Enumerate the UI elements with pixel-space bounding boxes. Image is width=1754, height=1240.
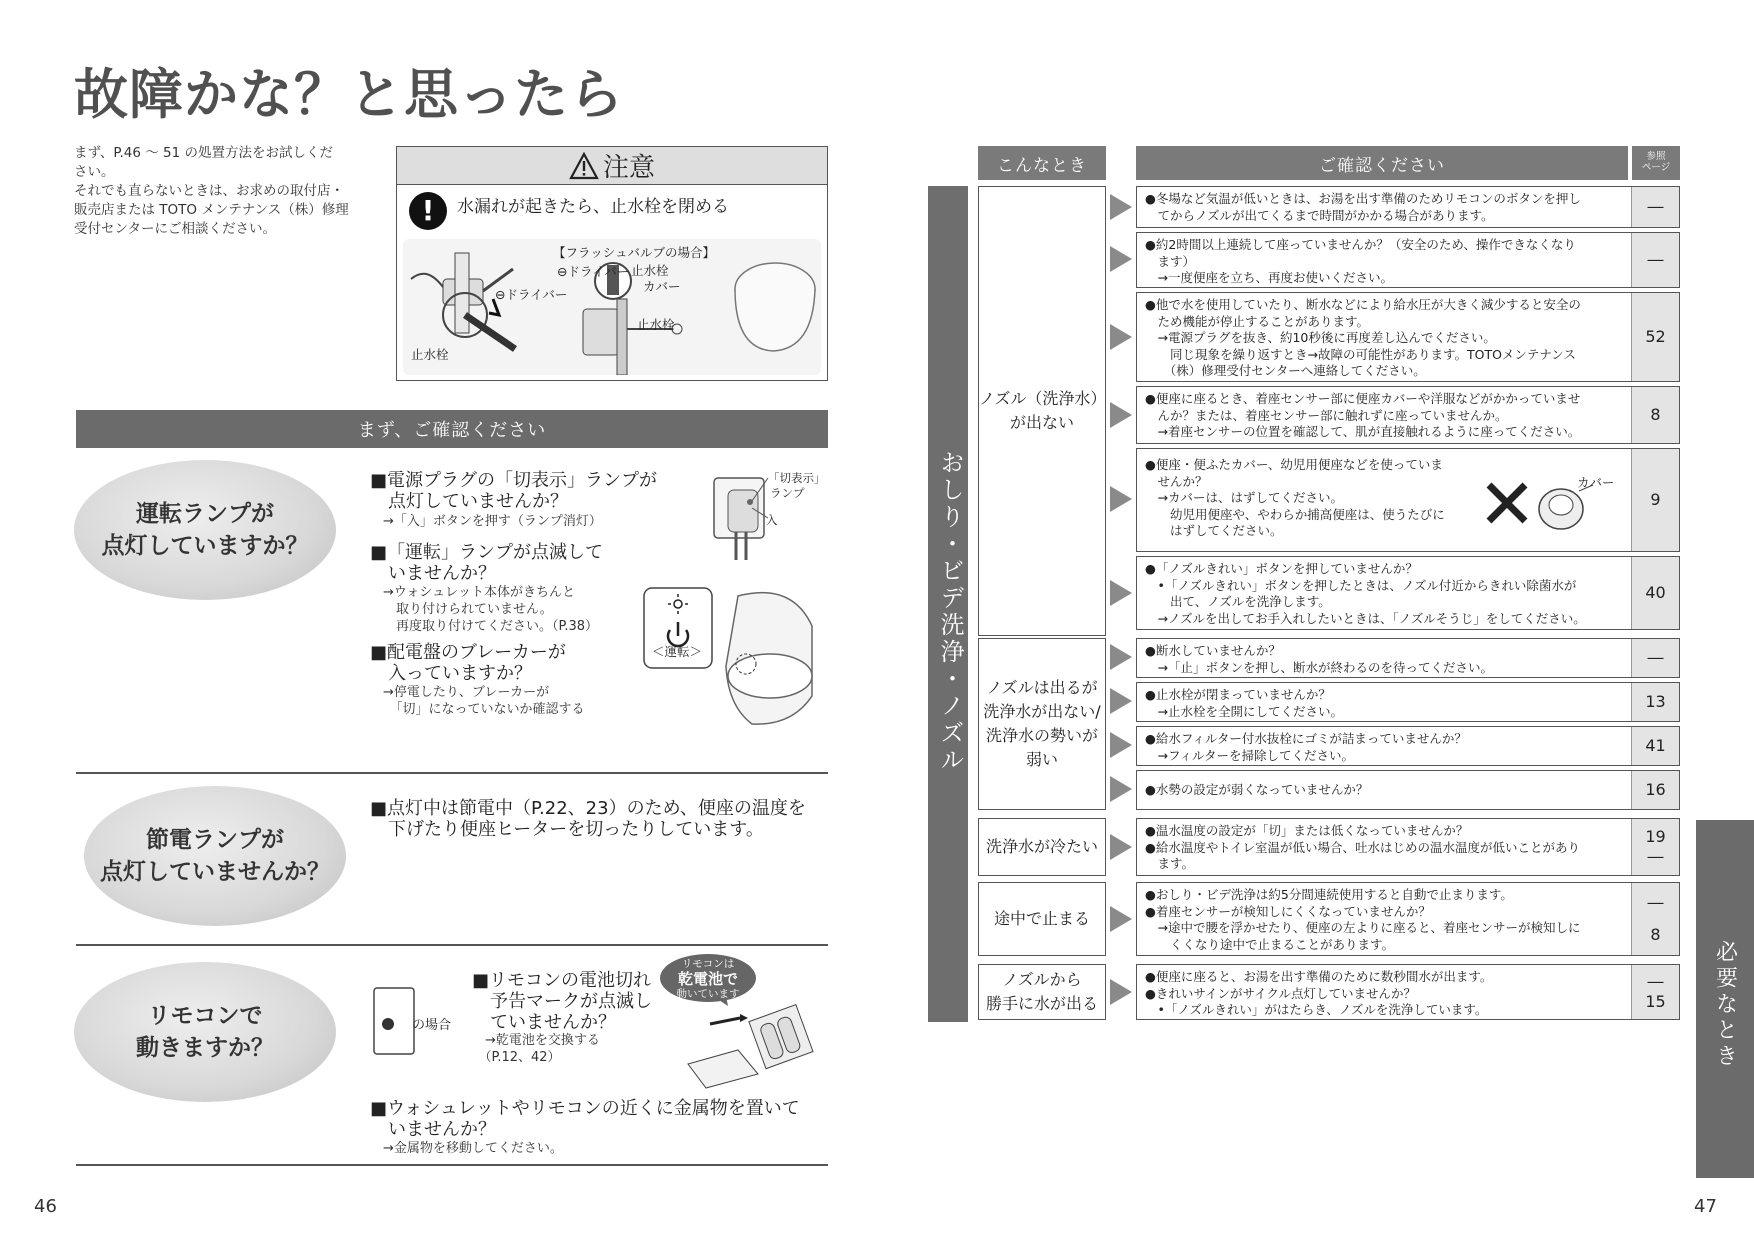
heading-line: ■電源プラグの「切表示」ランプが bbox=[370, 470, 658, 491]
row-line: →電源プラグを抜き、約10秒後に再度差し込んでください。 bbox=[1145, 330, 1496, 345]
row-text bbox=[1145, 237, 1623, 287]
row-text bbox=[1145, 561, 1623, 627]
battery-bubble bbox=[660, 958, 756, 1001]
row-line: んか？または、着座センサー部に触れずに座っていませんか。 bbox=[1145, 407, 1508, 423]
caution-box bbox=[396, 146, 828, 381]
row-line: →カバーは、はずしてください。 bbox=[1145, 490, 1343, 505]
action-line: 取り付けられていません。 bbox=[370, 602, 553, 617]
reference-page bbox=[1631, 387, 1679, 443]
row-line: てからノズルが出てくるまで時間がかかる場合があります。 bbox=[1145, 207, 1494, 223]
bubble-line: 乾電池で bbox=[677, 970, 738, 988]
arrow-icon bbox=[1110, 644, 1132, 670]
check-row bbox=[1136, 818, 1680, 876]
row-line: ●約2時間以上連続して座っていませんか？（安全のため、操作できなくなり bbox=[1145, 237, 1576, 252]
condition-line: 洗浄水が出ない/ bbox=[983, 702, 1101, 721]
row-text bbox=[1145, 887, 1623, 953]
heading-line: いませんか？ bbox=[370, 563, 496, 584]
row-line: はずしてください。 bbox=[1145, 523, 1283, 538]
ref-value: 9 bbox=[1650, 490, 1661, 509]
ref-value: 41 bbox=[1645, 736, 1666, 755]
ref-value: ― bbox=[1647, 972, 1664, 991]
check-item-heading bbox=[370, 1098, 800, 1140]
exclamation-icon: ! bbox=[409, 192, 447, 230]
check-row bbox=[1136, 556, 1680, 630]
stopcock-label: 止水栓 bbox=[411, 347, 449, 362]
battery-illustration bbox=[680, 1004, 830, 1090]
check-row bbox=[1136, 726, 1680, 766]
check-row bbox=[1136, 770, 1680, 810]
check-item-heading bbox=[370, 470, 657, 512]
heading-line: ■リモコンの電池切れ bbox=[472, 970, 652, 991]
check-row bbox=[1136, 964, 1680, 1020]
header-ref bbox=[1632, 146, 1680, 180]
remote-case-label: の場合 bbox=[412, 1018, 452, 1033]
condition-line: 勝手に水が出る bbox=[985, 994, 1098, 1013]
row-line: ●便座に座ると、お湯を出す準備のために数秒間水が出ます。 bbox=[1145, 969, 1493, 984]
page-number-right: 47 bbox=[1694, 1196, 1717, 1217]
action-line: 「切」になっていないか確認する bbox=[370, 702, 585, 717]
action-line: （P.12、42） bbox=[472, 1050, 561, 1065]
row-line: ●便座に座るとき、着座センサー部に便座カバーや洋服などがかかっていませ bbox=[1145, 391, 1581, 406]
row-line: •「ノズルきれい」ボタンを押したときは、ノズル付近からきれい除菌水が bbox=[1145, 577, 1577, 593]
row-line: →「止」ボタンを押し、断水が終わるのを待ってください。 bbox=[1145, 659, 1493, 675]
row-line: ●「ノズルきれい」ボタンを押していませんか？ bbox=[1145, 561, 1418, 576]
reference-page bbox=[1631, 233, 1679, 287]
condition-box bbox=[978, 186, 1106, 636]
heading-line: ■ウォシュレットやリモコンの近くに金属物を置いて bbox=[370, 1098, 800, 1119]
heading-line: いませんか？ bbox=[370, 1119, 496, 1140]
reference-page bbox=[1631, 187, 1679, 227]
ref-value: ― bbox=[1647, 648, 1664, 667]
plug-lamp-label: ランプ bbox=[770, 486, 805, 500]
heading-line: ■配電盤のブレーカーが bbox=[370, 642, 566, 663]
section-band: まず、ご確認ください bbox=[76, 410, 828, 448]
oval-line: 動きますか？ bbox=[136, 1035, 274, 1061]
check-row bbox=[1136, 638, 1680, 678]
check-item-action bbox=[370, 513, 602, 530]
arrow-icon bbox=[1110, 776, 1132, 802]
driver-label: ⊖ドライバー bbox=[495, 287, 568, 302]
row-text bbox=[1145, 643, 1623, 676]
reference-page bbox=[1631, 639, 1679, 677]
intro-text bbox=[74, 144, 382, 239]
ref-value: ― bbox=[1647, 197, 1664, 216]
section-divider bbox=[76, 944, 828, 946]
row-text bbox=[1145, 687, 1623, 720]
row-line: （株）修理受付センターへ連絡してください。 bbox=[1145, 363, 1426, 378]
row-line: →ノズルを出してお手入れしたいときは、「ノズルそうじ」をしてください。 bbox=[1145, 610, 1586, 626]
oval-line: 点灯していませんか？ bbox=[100, 859, 330, 885]
check-row bbox=[1136, 448, 1680, 552]
oval-line: 節電ランプが bbox=[146, 827, 284, 853]
reference-page bbox=[1631, 449, 1679, 551]
heading-line: 下げたり便座ヒーターを切ったりしています。 bbox=[370, 819, 764, 840]
reference-page bbox=[1631, 683, 1679, 721]
heading-line: 入っていますか？ bbox=[370, 663, 532, 684]
valve-illustration bbox=[403, 239, 821, 375]
arrow-icon bbox=[1110, 580, 1132, 606]
row-text bbox=[1145, 297, 1623, 380]
action-line: →「入」ボタンを押す（ランプ消灯） bbox=[370, 514, 602, 529]
action-line: →停電したり、ブレーカーが bbox=[370, 685, 550, 700]
arrow-icon bbox=[1110, 246, 1132, 272]
intro-line: 受付センターにご相談ください。 bbox=[74, 221, 276, 237]
condition-line: ノズルは出るが bbox=[986, 678, 1098, 697]
row-line: 同じ現象を繰り返すとき→故障の可能性があります。TOTOメンテナンス bbox=[1145, 346, 1576, 362]
operation-lamp-label: ＜運転＞ bbox=[652, 644, 703, 659]
row-line: →フィルターを掃除してください。 bbox=[1145, 747, 1354, 763]
header-check: ご確認ください bbox=[1136, 146, 1628, 180]
reference-page bbox=[1631, 883, 1679, 955]
row-text bbox=[1145, 191, 1623, 224]
row-line: 出て、ノズルを洗浄します。 bbox=[1145, 594, 1331, 609]
check-row bbox=[1136, 882, 1680, 956]
arrow-icon bbox=[1110, 732, 1132, 758]
row-text bbox=[1145, 731, 1623, 764]
row-line: くくなり途中で止まることがあります。 bbox=[1145, 936, 1395, 952]
row-line: ●冬場など気温が低いときは、お湯を出す準備のためリモコンのボタンを押し bbox=[1145, 191, 1581, 206]
row-line: ●他で水を使用していたり、断水などにより給水圧が大きく減少すると安全の bbox=[1145, 297, 1581, 312]
check-item-heading bbox=[370, 642, 566, 684]
arrow-icon bbox=[1110, 979, 1132, 1005]
ref-value: 52 bbox=[1645, 327, 1666, 346]
ref-value: ― bbox=[1647, 847, 1664, 866]
cover-label: カバー bbox=[1577, 475, 1615, 490]
page-number-left: 46 bbox=[34, 1196, 57, 1217]
row-line: •「ノズルきれい」がはたらき、ノズルを洗浄しています。 bbox=[1145, 1002, 1488, 1017]
arrow-icon bbox=[1110, 324, 1132, 350]
heading-line: ていませんか？ bbox=[472, 1012, 616, 1033]
remote-illustration bbox=[372, 986, 416, 1056]
cover-label: カバー bbox=[643, 279, 681, 294]
check-row bbox=[1136, 386, 1680, 444]
condition-box bbox=[978, 638, 1106, 810]
ref-value: 16 bbox=[1645, 780, 1666, 799]
question-oval bbox=[84, 786, 346, 926]
warning-icon bbox=[569, 152, 599, 180]
condition-box bbox=[978, 818, 1106, 876]
heading-line: 点灯していませんか？ bbox=[370, 491, 568, 512]
arrow-icon bbox=[1110, 906, 1132, 932]
ref-value: ― bbox=[1647, 250, 1664, 269]
ref-header-line: ページ bbox=[1641, 162, 1671, 173]
check-row bbox=[1136, 682, 1680, 722]
check-item-heading bbox=[370, 798, 806, 840]
check-item-action bbox=[370, 684, 585, 718]
row-line: ●きれいサインがサイクル点灯していませんか？ bbox=[1145, 985, 1417, 1001]
row-line: ●着座センサーが検知しにくくなっていませんか？ bbox=[1145, 903, 1431, 919]
caution-header bbox=[397, 147, 827, 185]
condition-box bbox=[978, 964, 1106, 1020]
check-row bbox=[1136, 292, 1680, 382]
plug-on-label: 入 bbox=[766, 513, 778, 527]
row-line: ●止水栓が閉まっていませんか？ bbox=[1145, 687, 1331, 702]
row-line: ます） bbox=[1145, 253, 1196, 269]
condition-line: 途中で止まる bbox=[993, 909, 1090, 928]
row-line: ●給水温度やトイレ室温が低い場合、吐水はじめの温水温度が低いことがあり bbox=[1145, 839, 1581, 855]
condition-line: ノズルから bbox=[1002, 970, 1082, 989]
caution-title: 注意 bbox=[602, 153, 655, 183]
ref-value: 8 bbox=[1650, 925, 1661, 944]
row-line: ●断水していませんか？ bbox=[1145, 643, 1281, 658]
arrow-icon bbox=[1110, 486, 1132, 512]
heading-line: ■点灯中は節電中（P.22、23）のため、便座の温度を bbox=[370, 798, 806, 819]
action-line: →乾電池を交換する bbox=[472, 1033, 600, 1048]
stopcock-label: 止水栓 bbox=[631, 263, 669, 278]
ref-header-line: 参照 bbox=[1646, 151, 1666, 162]
action-line: →ウォシュレット本体がきちんと bbox=[370, 585, 575, 600]
check-row bbox=[1136, 232, 1680, 288]
oval-line: 点灯していますか？ bbox=[101, 533, 309, 559]
row-line: 幼児用便座や、やわらか捕高便座は、使うたびに bbox=[1145, 506, 1445, 522]
reference-page bbox=[1631, 727, 1679, 765]
ref-value: 15 bbox=[1645, 992, 1666, 1011]
oval-line: リモコンで bbox=[147, 1003, 263, 1029]
condition-line: 洗浄水が冷たい bbox=[985, 837, 1098, 856]
reference-page bbox=[1631, 771, 1679, 809]
flush-valve-label: 【フラッシュバルブの場合】 bbox=[553, 245, 716, 260]
reference-page bbox=[1631, 819, 1679, 875]
side-tab-label: 必要なとき bbox=[1712, 940, 1738, 1070]
condition-box bbox=[978, 882, 1106, 956]
condition-line: 洗浄水の勢いが bbox=[985, 726, 1098, 745]
section-divider bbox=[76, 1164, 828, 1166]
row-text bbox=[1145, 969, 1623, 1019]
caution-message: 水漏れが起きたら、止水栓を閉める bbox=[457, 197, 729, 217]
intro-line: まず、P.46 ～ 51 の処置方法をお試しくだ bbox=[74, 145, 333, 161]
row-line: →一度便座を立ち、再度お使いください。 bbox=[1145, 270, 1393, 285]
ref-value: ― bbox=[1647, 893, 1664, 912]
arrow-icon bbox=[1110, 194, 1132, 220]
question-oval bbox=[74, 460, 336, 600]
row-line: →止水栓を全開にしてください。 bbox=[1145, 703, 1343, 719]
check-item-heading bbox=[472, 970, 652, 1033]
arrow-icon bbox=[1110, 834, 1132, 860]
ref-value: 8 bbox=[1650, 405, 1661, 424]
intro-line: 販売店または TOTO メンテナンス（株）修理 bbox=[74, 202, 349, 218]
arrow-icon bbox=[1110, 402, 1132, 428]
row-text bbox=[1145, 823, 1623, 873]
header-when: こんなとき bbox=[978, 146, 1106, 180]
row-line: ●おしり・ビデ洗浄は約5分間連続使用すると自動で止まります。 bbox=[1145, 887, 1513, 902]
bubble-line: 動いています bbox=[676, 988, 740, 1000]
row-text bbox=[1145, 782, 1623, 799]
heading-line: 予告マークが点滅し bbox=[472, 991, 652, 1012]
plug-cut-label: 「切表示」 bbox=[768, 471, 826, 485]
question-oval bbox=[74, 962, 336, 1102]
reference-page bbox=[1631, 965, 1679, 1019]
bubble-line: リモコンは bbox=[681, 958, 735, 970]
reference-page bbox=[1631, 557, 1679, 629]
row-line: →着座センサーの位置を確認して、肌が直接触れるように座ってください。 bbox=[1145, 424, 1581, 439]
check-row bbox=[1136, 186, 1680, 228]
action-line: →金属物を移動してください。 bbox=[370, 1141, 563, 1156]
condition-line: が出ない bbox=[1009, 413, 1074, 432]
section-divider bbox=[76, 772, 828, 774]
intro-line: それでも直らないときは、お求めの取付店・ bbox=[74, 183, 344, 199]
row-line: ●給水フィルター付水抜栓にゴミが詰まっていませんか？ bbox=[1145, 731, 1467, 746]
heading-line: ■「運転」ランプが点滅して bbox=[370, 542, 604, 563]
row-line: →途中で腰を浮かせたり、便座の左よりに座ると、着座センサーが検知しに bbox=[1145, 920, 1581, 935]
ref-value: 13 bbox=[1645, 692, 1666, 711]
row-line: ●水勢の設定が弱くなっていませんか？ bbox=[1145, 782, 1369, 797]
reference-page bbox=[1631, 293, 1679, 381]
oval-line: 運転ランプが bbox=[136, 501, 274, 527]
check-item-action bbox=[370, 584, 598, 635]
row-line: ため機能が停止することがあります。 bbox=[1145, 313, 1370, 329]
category-label: おしり・ビデ洗浄・ノズル bbox=[936, 450, 964, 774]
ref-value: 40 bbox=[1645, 583, 1666, 602]
check-item-action bbox=[370, 1140, 563, 1157]
condition-line: 弱い bbox=[1025, 750, 1058, 769]
row-text bbox=[1145, 391, 1623, 441]
row-line: ●便座・便ふたカバー、幼児用便座などを使っていま bbox=[1145, 457, 1443, 472]
condition-line: ノズル（洗浄水） bbox=[979, 389, 1107, 408]
action-line: 再度取り付けてください。（P.38） bbox=[370, 619, 598, 634]
page-title: 故障かな？と思ったら bbox=[74, 63, 624, 126]
row-line: せんか？ bbox=[1145, 473, 1208, 489]
row-line: ます。 bbox=[1145, 856, 1195, 871]
arrow-icon bbox=[1110, 688, 1132, 714]
row-line: ●温水温度の設定が「切」または低くなっていませんか？ bbox=[1145, 823, 1469, 838]
driver-label: ⊖ドライバー bbox=[557, 264, 630, 279]
intro-line: さい。 bbox=[74, 164, 115, 180]
ref-value: 19 bbox=[1645, 827, 1666, 846]
check-item-heading bbox=[370, 542, 603, 584]
check-item-action bbox=[472, 1032, 600, 1066]
stopcock-label: 止水栓 bbox=[637, 317, 675, 332]
